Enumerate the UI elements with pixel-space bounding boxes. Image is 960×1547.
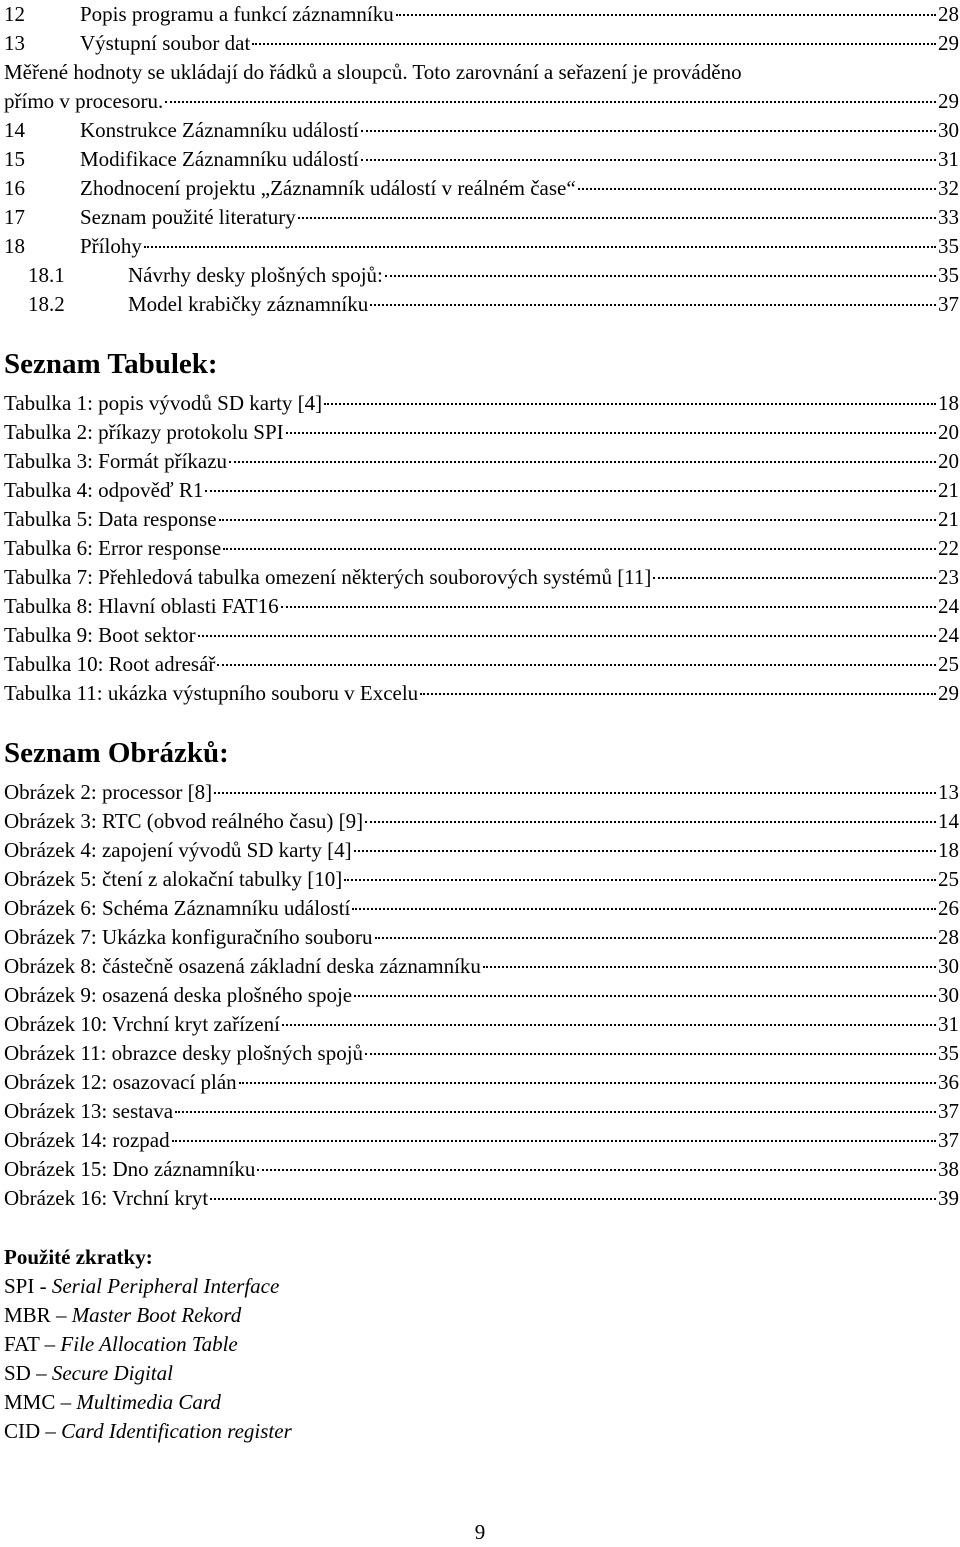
- toc-entry-title: Návrhy desky plošných spojů:: [128, 263, 383, 287]
- dot-leader: [205, 490, 936, 492]
- dot-leader: [396, 14, 936, 16]
- dot-leader: [365, 821, 936, 823]
- toc-entry-page: 37: [938, 292, 959, 316]
- abbreviation-expansion: Card Identification register: [61, 1419, 292, 1443]
- toc-entry-title: Obrázek 6: Schéma Záznamníku událostí: [4, 896, 351, 920]
- toc-entry-title: Měřené hodnoty se ukládají do řádků a sloupců. Toto zarovnání a seřazení je prováděno: [4, 60, 742, 84]
- dot-leader: [354, 850, 936, 852]
- toc-entry-page: 20: [938, 420, 959, 444]
- toc-entry[interactable]: [4, 679, 959, 708]
- toc-entry-title: Přílohy: [80, 234, 142, 258]
- toc-entry[interactable]: [4, 865, 959, 894]
- toc-entry-title: Obrázek 2: processor [8]: [4, 780, 213, 804]
- page-number: 9: [474, 1520, 486, 1544]
- toc-entry-number: 18.2: [28, 292, 65, 316]
- toc-entry-page: 36: [938, 1070, 959, 1094]
- dot-leader: [298, 217, 936, 219]
- dot-leader: [483, 966, 936, 968]
- toc-entry[interactable]: [4, 174, 959, 203]
- toc-entry-number: 17: [4, 205, 25, 229]
- dot-leader: [229, 461, 936, 463]
- toc-entry[interactable]: [4, 145, 959, 174]
- toc-entry[interactable]: [4, 505, 959, 534]
- toc-entry[interactable]: [4, 952, 959, 981]
- toc-entry-page: 25: [938, 652, 959, 676]
- toc-entry-page: 24: [938, 594, 959, 618]
- dot-leader: [223, 548, 936, 550]
- toc-entry-page: 29: [938, 681, 959, 705]
- toc-entry-page: 31: [938, 147, 959, 171]
- toc-entry[interactable]: [4, 807, 959, 836]
- toc-entry-title: Obrázek 12: osazovací plán: [4, 1070, 237, 1094]
- dot-leader: [375, 937, 936, 939]
- toc-entry-title: Tabulka 4: odpověď R1: [4, 478, 204, 502]
- toc-entry-page: 13: [938, 780, 959, 804]
- dot-leader: [420, 693, 936, 695]
- toc-entry[interactable]: [4, 981, 959, 1010]
- dot-leader: [324, 403, 936, 405]
- toc-entry[interactable]: [4, 476, 959, 505]
- dot-leader: [653, 577, 936, 579]
- toc-entry-page: 32: [938, 176, 959, 200]
- toc-entry[interactable]: [4, 836, 959, 865]
- toc-entry[interactable]: [4, 1126, 959, 1155]
- abbreviation-code: CID: [4, 1419, 41, 1443]
- abbreviation-separator: –: [30, 1361, 52, 1385]
- toc-entry-title: Obrázek 8: částečně osazená základní deska záznamníku: [4, 954, 481, 978]
- toc-entry-title: přímo v procesoru.: [4, 89, 164, 113]
- toc-entry-page: 22: [938, 536, 959, 560]
- toc-entry[interactable]: [4, 418, 959, 447]
- toc-entry-page: 14: [938, 809, 959, 833]
- toc-entry-page: 24: [938, 623, 959, 647]
- toc-entry-page: 30: [938, 983, 959, 1007]
- toc-entry-page: 21: [938, 507, 959, 531]
- toc-entry[interactable]: [4, 534, 959, 563]
- abbreviations-heading: Použité zkratky:: [4, 1245, 153, 1269]
- toc-entry[interactable]: [4, 290, 959, 319]
- toc-entry-page: 18: [938, 838, 959, 862]
- toc-entry-page: 30: [938, 954, 959, 978]
- toc-entry-page: 33: [938, 205, 959, 229]
- toc-entry-title: Modifikace Záznamníku událostí: [80, 147, 359, 171]
- abbreviation-expansion: Serial Peripheral Interface: [51, 1274, 280, 1298]
- toc-entry-title: Tabulka 6: Error response: [4, 536, 222, 560]
- dot-leader: [344, 879, 936, 881]
- toc-entry[interactable]: [4, 447, 959, 476]
- abbreviation-code: SD: [4, 1361, 31, 1385]
- toc-entry-page: 38: [938, 1157, 959, 1181]
- toc-entry[interactable]: [4, 1010, 959, 1039]
- abbreviation-separator: -: [34, 1274, 52, 1298]
- dot-leader: [172, 1140, 936, 1142]
- dot-leader: [361, 130, 936, 132]
- toc-entry[interactable]: [4, 1039, 959, 1068]
- abbreviation-separator: –: [40, 1419, 62, 1443]
- toc-entry-page: 35: [938, 263, 959, 287]
- abbreviation-row: [4, 1272, 279, 1301]
- dot-leader: [210, 1198, 936, 1200]
- abbreviation-code: MMC: [4, 1390, 56, 1414]
- toc-entry-page: 20: [938, 449, 959, 473]
- dot-leader: [361, 159, 936, 161]
- abbreviation-row: [4, 1359, 173, 1388]
- toc-entry[interactable]: [4, 203, 959, 232]
- toc-entry-title: Obrázek 11: obrazce desky plošných spojů: [4, 1041, 364, 1065]
- abbreviation-row: [4, 1330, 238, 1359]
- dot-leader: [214, 792, 936, 794]
- toc-entry[interactable]: [4, 1155, 959, 1184]
- toc-entry-page: 30: [938, 118, 959, 142]
- toc-entry-title: Obrázek 16: Vrchní kryt: [4, 1186, 209, 1210]
- abbreviation-code: FAT: [4, 1332, 40, 1356]
- dot-leader: [286, 432, 936, 434]
- toc-entry-page: 37: [938, 1099, 959, 1123]
- dot-leader: [252, 43, 936, 45]
- toc-entry-title: Seznam použité literatury: [80, 205, 296, 229]
- abbreviation-expansion: Multimedia Card: [76, 1390, 221, 1414]
- abbreviation-separator: –: [50, 1303, 72, 1327]
- toc-entry[interactable]: [4, 29, 959, 58]
- toc-entry[interactable]: [4, 592, 959, 621]
- toc-entry-number: 18: [4, 234, 25, 258]
- dot-leader: [282, 1024, 936, 1026]
- toc-entry-number: 13: [4, 31, 25, 55]
- dot-leader: [385, 275, 936, 277]
- abbreviation-row: [4, 1301, 241, 1330]
- dot-leader: [365, 1053, 936, 1055]
- dot-leader: [175, 1111, 936, 1113]
- toc-entry-title: Obrázek 5: čtení z alokační tabulky [10]: [4, 867, 343, 891]
- toc-entry-title: Obrázek 14: rozpad: [4, 1128, 170, 1152]
- toc-entry[interactable]: [4, 389, 959, 418]
- dot-leader: [217, 664, 936, 666]
- dot-leader: [239, 1082, 936, 1084]
- figures-list-heading: Seznam Obrázků:: [4, 737, 229, 769]
- toc-entry[interactable]: [4, 87, 959, 116]
- toc-entry-title: Obrázek 7: Ukázka konfiguračního souboru: [4, 925, 373, 949]
- toc-entry-title: Obrázek 3: RTC (obvod reálného času) [9]: [4, 809, 364, 833]
- toc-entry[interactable]: [4, 116, 959, 145]
- toc-entry-page: 37: [938, 1128, 959, 1152]
- toc-entry[interactable]: [4, 1184, 959, 1213]
- toc-entry-page: 29: [938, 89, 959, 113]
- toc-entry-page: 31: [938, 1012, 959, 1036]
- toc-entry-title: Tabulka 7: Přehledová tabulka omezení některých souborových systémů [11]: [4, 565, 652, 589]
- toc-entry-title: Tabulka 9: Boot sektor: [4, 623, 196, 647]
- toc-entry-title: Tabulka 2: příkazy protokolu SPI: [4, 420, 284, 444]
- toc-entry[interactable]: [4, 650, 959, 679]
- abbreviation-expansion: File Allocation Table: [60, 1332, 238, 1356]
- dot-leader: [370, 304, 936, 306]
- abbreviation-separator: –: [55, 1390, 77, 1414]
- toc-entry-page: 26: [938, 896, 959, 920]
- dot-leader: [352, 908, 936, 910]
- dot-leader: [257, 1169, 936, 1171]
- toc-entry-page: 28: [938, 925, 959, 949]
- toc-entry-page: 25: [938, 867, 959, 891]
- toc-entry[interactable]: [4, 58, 959, 87]
- toc-entry-title: Tabulka 8: Hlavní oblasti FAT16: [4, 594, 279, 618]
- toc-entry-page: 28: [938, 2, 959, 26]
- abbreviation-code: MBR: [4, 1303, 51, 1327]
- toc-entry-title: Obrázek 4: zapojení vývodů SD karty [4]: [4, 838, 352, 862]
- dot-leader: [144, 246, 936, 248]
- toc-entry-title: Model krabičky záznamníku: [128, 292, 369, 316]
- toc-entry[interactable]: [4, 1068, 959, 1097]
- toc-entry-title: Výstupní soubor dat: [80, 31, 251, 55]
- dot-leader: [578, 188, 936, 190]
- toc-entry-title: Konstrukce Záznamníku událostí: [80, 118, 359, 142]
- toc-entry-page: 18: [938, 391, 959, 415]
- toc-entry-title: Zhodnocení projektu „Záznamník událostí v reálném čase“: [80, 176, 576, 200]
- tables-list-heading: Seznam Tabulek:: [4, 348, 218, 380]
- toc-entry-title: Tabulka 1: popis vývodů SD karty [4]: [4, 391, 323, 415]
- abbreviation-separator: –: [39, 1332, 61, 1356]
- abbreviation-row: [4, 1388, 221, 1417]
- abbreviation-code: SPI: [4, 1274, 35, 1298]
- toc-entry-page: 35: [938, 234, 959, 258]
- toc-entry-title: Tabulka 5: Data response: [4, 507, 217, 531]
- toc-entry[interactable]: [4, 1097, 959, 1126]
- toc-entry-page: 29: [938, 31, 959, 55]
- toc-entry-title: Obrázek 15: Dno záznamníku: [4, 1157, 256, 1181]
- toc-entry-title: Tabulka 11: ukázka výstupního souboru v Excelu: [4, 681, 419, 705]
- abbreviation-expansion: Secure Digital: [51, 1361, 173, 1385]
- toc-entry-page: 35: [938, 1041, 959, 1065]
- toc-entry-number: 14: [4, 118, 25, 142]
- toc-entry[interactable]: [4, 621, 959, 650]
- toc-entry-number: 12: [4, 2, 25, 26]
- toc-entry[interactable]: [4, 0, 959, 29]
- toc-entry[interactable]: [4, 778, 959, 807]
- toc-entry-page: 21: [938, 478, 959, 502]
- toc-entry-title: Obrázek 9: osazená deska plošného spoje: [4, 983, 353, 1007]
- toc-entry-number: 16: [4, 176, 25, 200]
- toc-entry[interactable]: [4, 261, 959, 290]
- toc-entry[interactable]: [4, 232, 959, 261]
- toc-entry[interactable]: [4, 923, 959, 952]
- dot-leader: [354, 995, 936, 997]
- toc-entry-title: Popis programu a funkcí záznamníku: [80, 2, 394, 26]
- toc-entry-title: Obrázek 10: Vrchní kryt zařízení: [4, 1012, 280, 1036]
- toc-entry[interactable]: [4, 894, 959, 923]
- toc-entry-number: 18.1: [28, 263, 65, 287]
- dot-leader: [281, 606, 936, 608]
- toc-entry-title: Tabulka 10: Root adresář: [4, 652, 216, 676]
- dot-leader: [198, 635, 936, 637]
- abbreviation-expansion: Master Boot Rekord: [71, 1303, 242, 1327]
- abbreviation-row: [4, 1417, 292, 1446]
- toc-entry[interactable]: [4, 563, 959, 592]
- toc-entry-page: 23: [938, 565, 959, 589]
- toc-entry-number: 15: [4, 147, 25, 171]
- toc-entry-page: 39: [938, 1186, 959, 1210]
- toc-entry-title: Obrázek 13: sestava: [4, 1099, 174, 1123]
- toc-entry-title: Tabulka 3: Formát příkazu: [4, 449, 228, 473]
- dot-leader: [219, 519, 936, 521]
- dot-leader: [165, 101, 936, 103]
